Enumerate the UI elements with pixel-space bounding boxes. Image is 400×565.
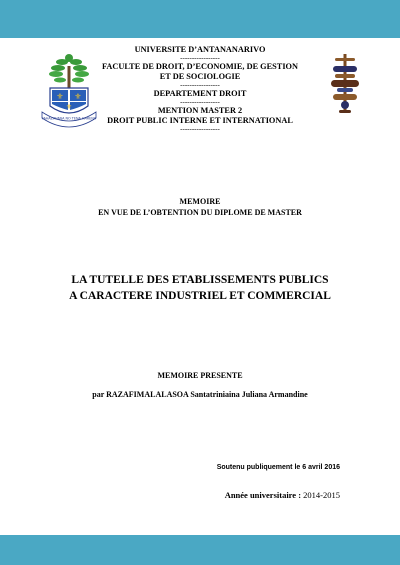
tree-icon [49,54,89,88]
institution-header [95,45,305,133]
faculty-name-line2: ET DE SOCIOLOGIE [159,72,241,81]
svg-text:⚜: ⚜ [74,92,82,101]
separator-line: ----------------- [180,98,220,106]
presented-label: MEMOIRE PRESENTE [157,371,243,380]
university-crest-logo [38,50,100,130]
separator-line: ----------------- [180,54,220,62]
thesis-title-line1: LA TUTELLE DES ETABLISSEMENTS PUBLICS [71,274,329,286]
memoire-purpose: EN VUE DE L’OBTENTION DU DIPLOME DE MASTER [98,208,302,217]
mention-name: MENTION MASTER 2 [157,106,243,115]
scales-emblem-icon [331,54,359,113]
svg-text:⚜: ⚜ [65,103,73,111]
separator-line: ----------------- [180,125,220,133]
bottom-color-band [0,535,400,565]
faculty-emblem-logo [325,52,365,114]
academic-year-value: 2014-2015 [303,490,340,500]
separator-line: ----------------- [180,81,220,89]
memoire-section [0,196,400,218]
program-name: DROIT PUBLIC INTERNE ET INTERNATIONAL [107,116,293,125]
shield-icon [50,88,88,113]
top-color-band [0,0,400,38]
academic-year-label: Année universitaire : [224,490,302,500]
svg-text:⚜: ⚜ [56,92,64,101]
crest-motto: FAHAZAVANA NO TENA HARENA [41,116,97,121]
thesis-title [0,272,400,304]
defense-date: Soutenu publiquement le 6 avril 2016 [216,464,340,471]
department-name: DEPARTEMENT DROIT [153,89,247,98]
author-line: par RAZAFIMALALASOA Santatriniaina Juliana Armandine [92,390,308,399]
thesis-title-line2: A CARACTERE INDUSTRIEL ET COMMERCIAL [69,290,331,302]
memoire-label: MEMOIRE [179,197,221,206]
faculty-name-line1: FACULTE DE DROIT, D’ECONOMIE, DE GESTION [101,62,298,71]
university-name: UNIVERSITE D’ANTANANARIVO [134,45,266,54]
academic-year [225,490,340,500]
